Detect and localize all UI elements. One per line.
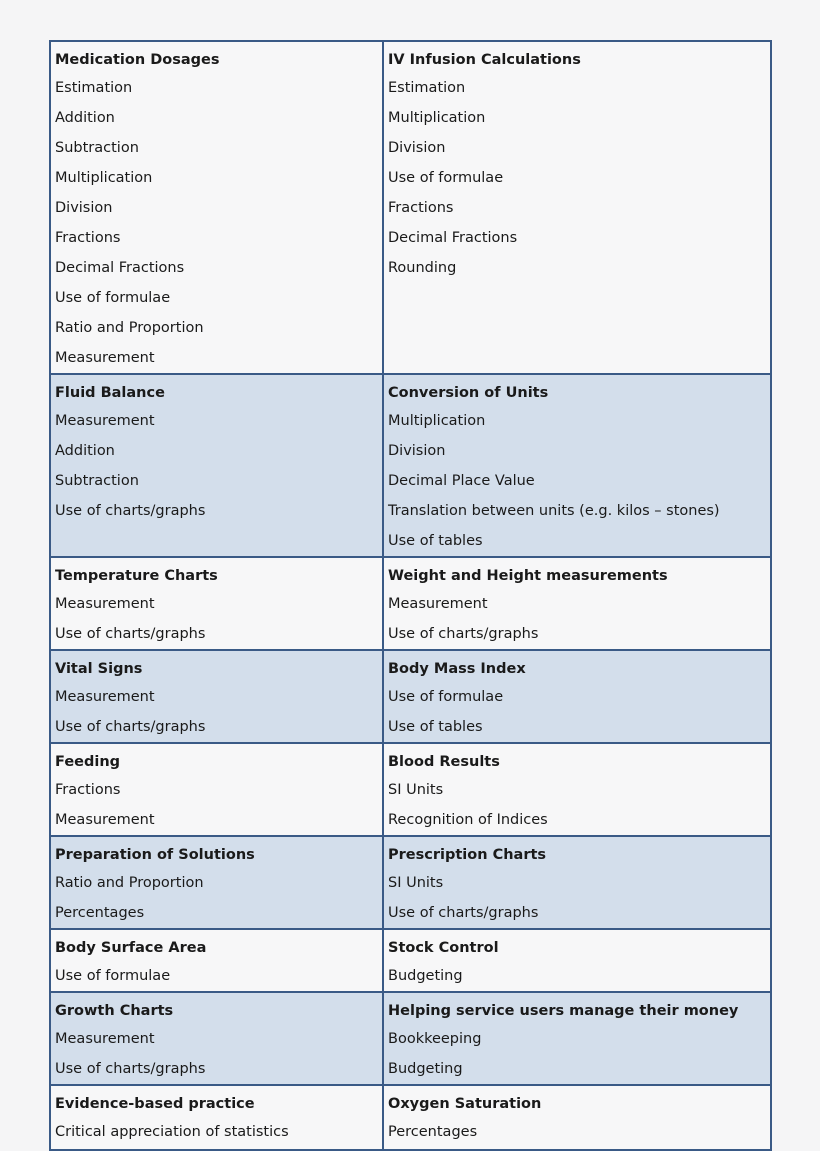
skill-item: Budgeting <box>388 1061 463 1077</box>
topic-cell-left <box>50 836 383 929</box>
topic-cell-right <box>383 836 771 929</box>
skill-item: SI Units <box>388 782 444 798</box>
skill-item: Addition <box>55 443 115 459</box>
skill-item: Division <box>55 200 113 216</box>
skill-item: Bookkeeping <box>388 1031 482 1047</box>
topic-title: Vital Signs <box>55 661 143 677</box>
topic-title: Conversion of Units <box>388 385 549 401</box>
skill-item: Multiplication <box>388 413 486 429</box>
skill-item: Use of charts/graphs <box>388 626 539 642</box>
topic-cell-left <box>50 41 383 374</box>
topic-title: Blood Results <box>388 754 500 770</box>
topic-title: Oxygen Saturation <box>388 1096 542 1112</box>
table-row <box>50 743 771 836</box>
skill-item: Use of charts/graphs <box>388 905 539 921</box>
skill-item: Measurement <box>55 596 155 612</box>
skill-item: Use of tables <box>388 719 483 735</box>
table-row <box>50 557 771 650</box>
skill-item: Subtraction <box>55 473 139 489</box>
skill-item: Fractions <box>388 200 454 216</box>
skill-item: Estimation <box>388 80 466 96</box>
skill-item: SI Units <box>388 875 444 891</box>
topic-title: Helping service users manage their money <box>388 1003 739 1019</box>
skills-table <box>49 40 772 1151</box>
skill-item: Ratio and Proportion <box>55 875 204 891</box>
skill-item: Use of formulae <box>388 170 504 186</box>
topic-cell-left <box>50 650 383 743</box>
topic-title: Temperature Charts <box>55 568 218 584</box>
skill-item: Budgeting <box>388 968 463 984</box>
topic-cell-right <box>383 743 771 836</box>
topic-title: Medication Dosages <box>55 52 220 68</box>
skill-item: Use of formulae <box>55 290 171 306</box>
skill-item: Fractions <box>55 230 121 246</box>
skill-item: Division <box>388 140 446 156</box>
topic-title: Preparation of Solutions <box>55 847 255 863</box>
table-row <box>50 650 771 743</box>
table-row <box>50 41 771 374</box>
topic-title: Growth Charts <box>55 1003 174 1019</box>
topic-cell-right <box>383 41 771 374</box>
table-row <box>50 374 771 557</box>
topic-cell-right <box>383 1085 771 1150</box>
topic-cell-right <box>383 992 771 1085</box>
skill-item: Translation between units (e.g. kilos – stones) <box>388 503 720 519</box>
topic-cell-left <box>50 743 383 836</box>
skill-item: Ratio and Proportion <box>55 320 204 336</box>
topic-title: IV Infusion Calculations <box>388 52 581 68</box>
topic-title: Prescription Charts <box>388 847 547 863</box>
topic-title: Weight and Height measurements <box>388 568 668 584</box>
table-row <box>50 992 771 1085</box>
skill-item: Use of charts/graphs <box>55 719 206 735</box>
skill-item: Measurement <box>55 413 155 429</box>
skill-item: Measurement <box>55 812 155 828</box>
skill-item: Use of charts/graphs <box>55 503 206 519</box>
topic-cell-left <box>50 992 383 1085</box>
topic-cell-left <box>50 1085 383 1150</box>
skills-table-body <box>50 41 771 1150</box>
skill-item: Recognition of Indices <box>388 812 548 828</box>
skill-item: Fractions <box>55 782 121 798</box>
topic-cell-left <box>50 374 383 557</box>
skill-item: Measurement <box>55 689 155 705</box>
skill-item: Subtraction <box>55 140 139 156</box>
skill-item: Measurement <box>55 1031 155 1047</box>
skill-item: Multiplication <box>388 110 486 126</box>
topic-title: Feeding <box>55 754 121 770</box>
skill-item: Use of formulae <box>388 689 504 705</box>
skill-item: Critical appreciation of statistics <box>55 1124 289 1140</box>
table-row <box>50 929 771 992</box>
topic-cell-left <box>50 929 383 992</box>
skill-item: Measurement <box>55 350 155 366</box>
skill-item: Rounding <box>388 260 457 276</box>
topic-title: Fluid Balance <box>55 385 165 401</box>
skill-item: Use of charts/graphs <box>55 1061 206 1077</box>
topic-title: Stock Control <box>388 940 499 956</box>
skill-item: Division <box>388 443 446 459</box>
topic-cell-right <box>383 557 771 650</box>
skill-item: Measurement <box>388 596 488 612</box>
skill-item: Decimal Fractions <box>55 260 185 276</box>
skill-item: Percentages <box>55 905 145 921</box>
skill-item: Decimal Place Value <box>388 473 535 489</box>
skill-item: Use of tables <box>388 533 483 549</box>
topic-cell-right <box>383 374 771 557</box>
skill-item: Use of formulae <box>55 968 171 984</box>
table-row <box>50 836 771 929</box>
topic-title: Body Mass Index <box>388 661 526 677</box>
topic-cell-right <box>383 650 771 743</box>
skill-item: Percentages <box>388 1124 478 1140</box>
skill-item: Addition <box>55 110 115 126</box>
skill-item: Estimation <box>55 80 133 96</box>
skill-item: Multiplication <box>55 170 153 186</box>
topic-cell-right <box>383 929 771 992</box>
skill-item: Use of charts/graphs <box>55 626 206 642</box>
topic-title: Evidence-based practice <box>55 1096 255 1112</box>
skill-item: Decimal Fractions <box>388 230 518 246</box>
topic-cell-left <box>50 557 383 650</box>
topic-title: Body Surface Area <box>55 940 207 956</box>
table-row <box>50 1085 771 1150</box>
